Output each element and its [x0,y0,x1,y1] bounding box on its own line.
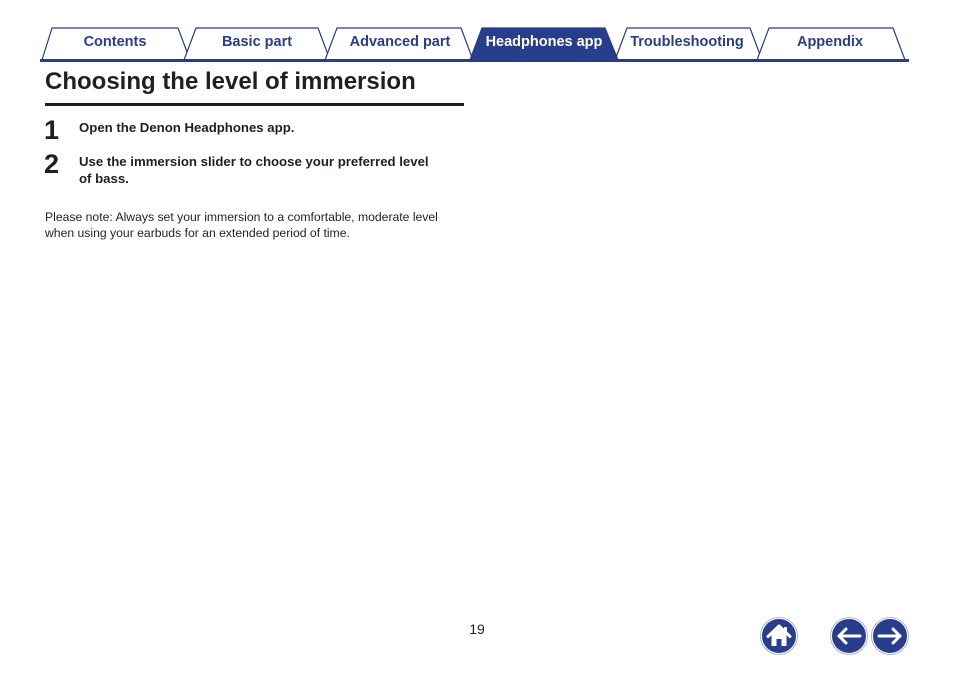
tab-troubleshooting[interactable]: Troubleshooting [630,34,744,50]
home-button[interactable] [760,617,798,655]
step-text: Use the immersion slider to choose your preferred level of bass. [79,154,429,186]
step-text: Open the Denon Headphones app. [79,120,295,135]
step-number: 2 [44,149,60,179]
forward-button[interactable] [871,617,909,655]
note-text: Please note: Always set your immersion to a comfortable, moderate level when using your earbuds for an extended period of time. [45,210,438,240]
page-number: 19 [469,621,485,637]
tab-contents[interactable]: Contents [83,34,147,50]
step-number: 1 [44,115,60,145]
tab-basic-part[interactable]: Basic part [221,34,293,50]
tab-appendix[interactable]: Appendix [796,34,864,50]
back-button[interactable] [830,617,868,655]
tab-bar-baseline [40,59,909,62]
tab-advanced-part[interactable]: Advanced part [349,34,451,50]
title-divider [45,103,464,106]
page-title: Choosing the level of immersion [45,68,416,95]
tab-headphones-app[interactable]: Headphones app [485,34,603,50]
